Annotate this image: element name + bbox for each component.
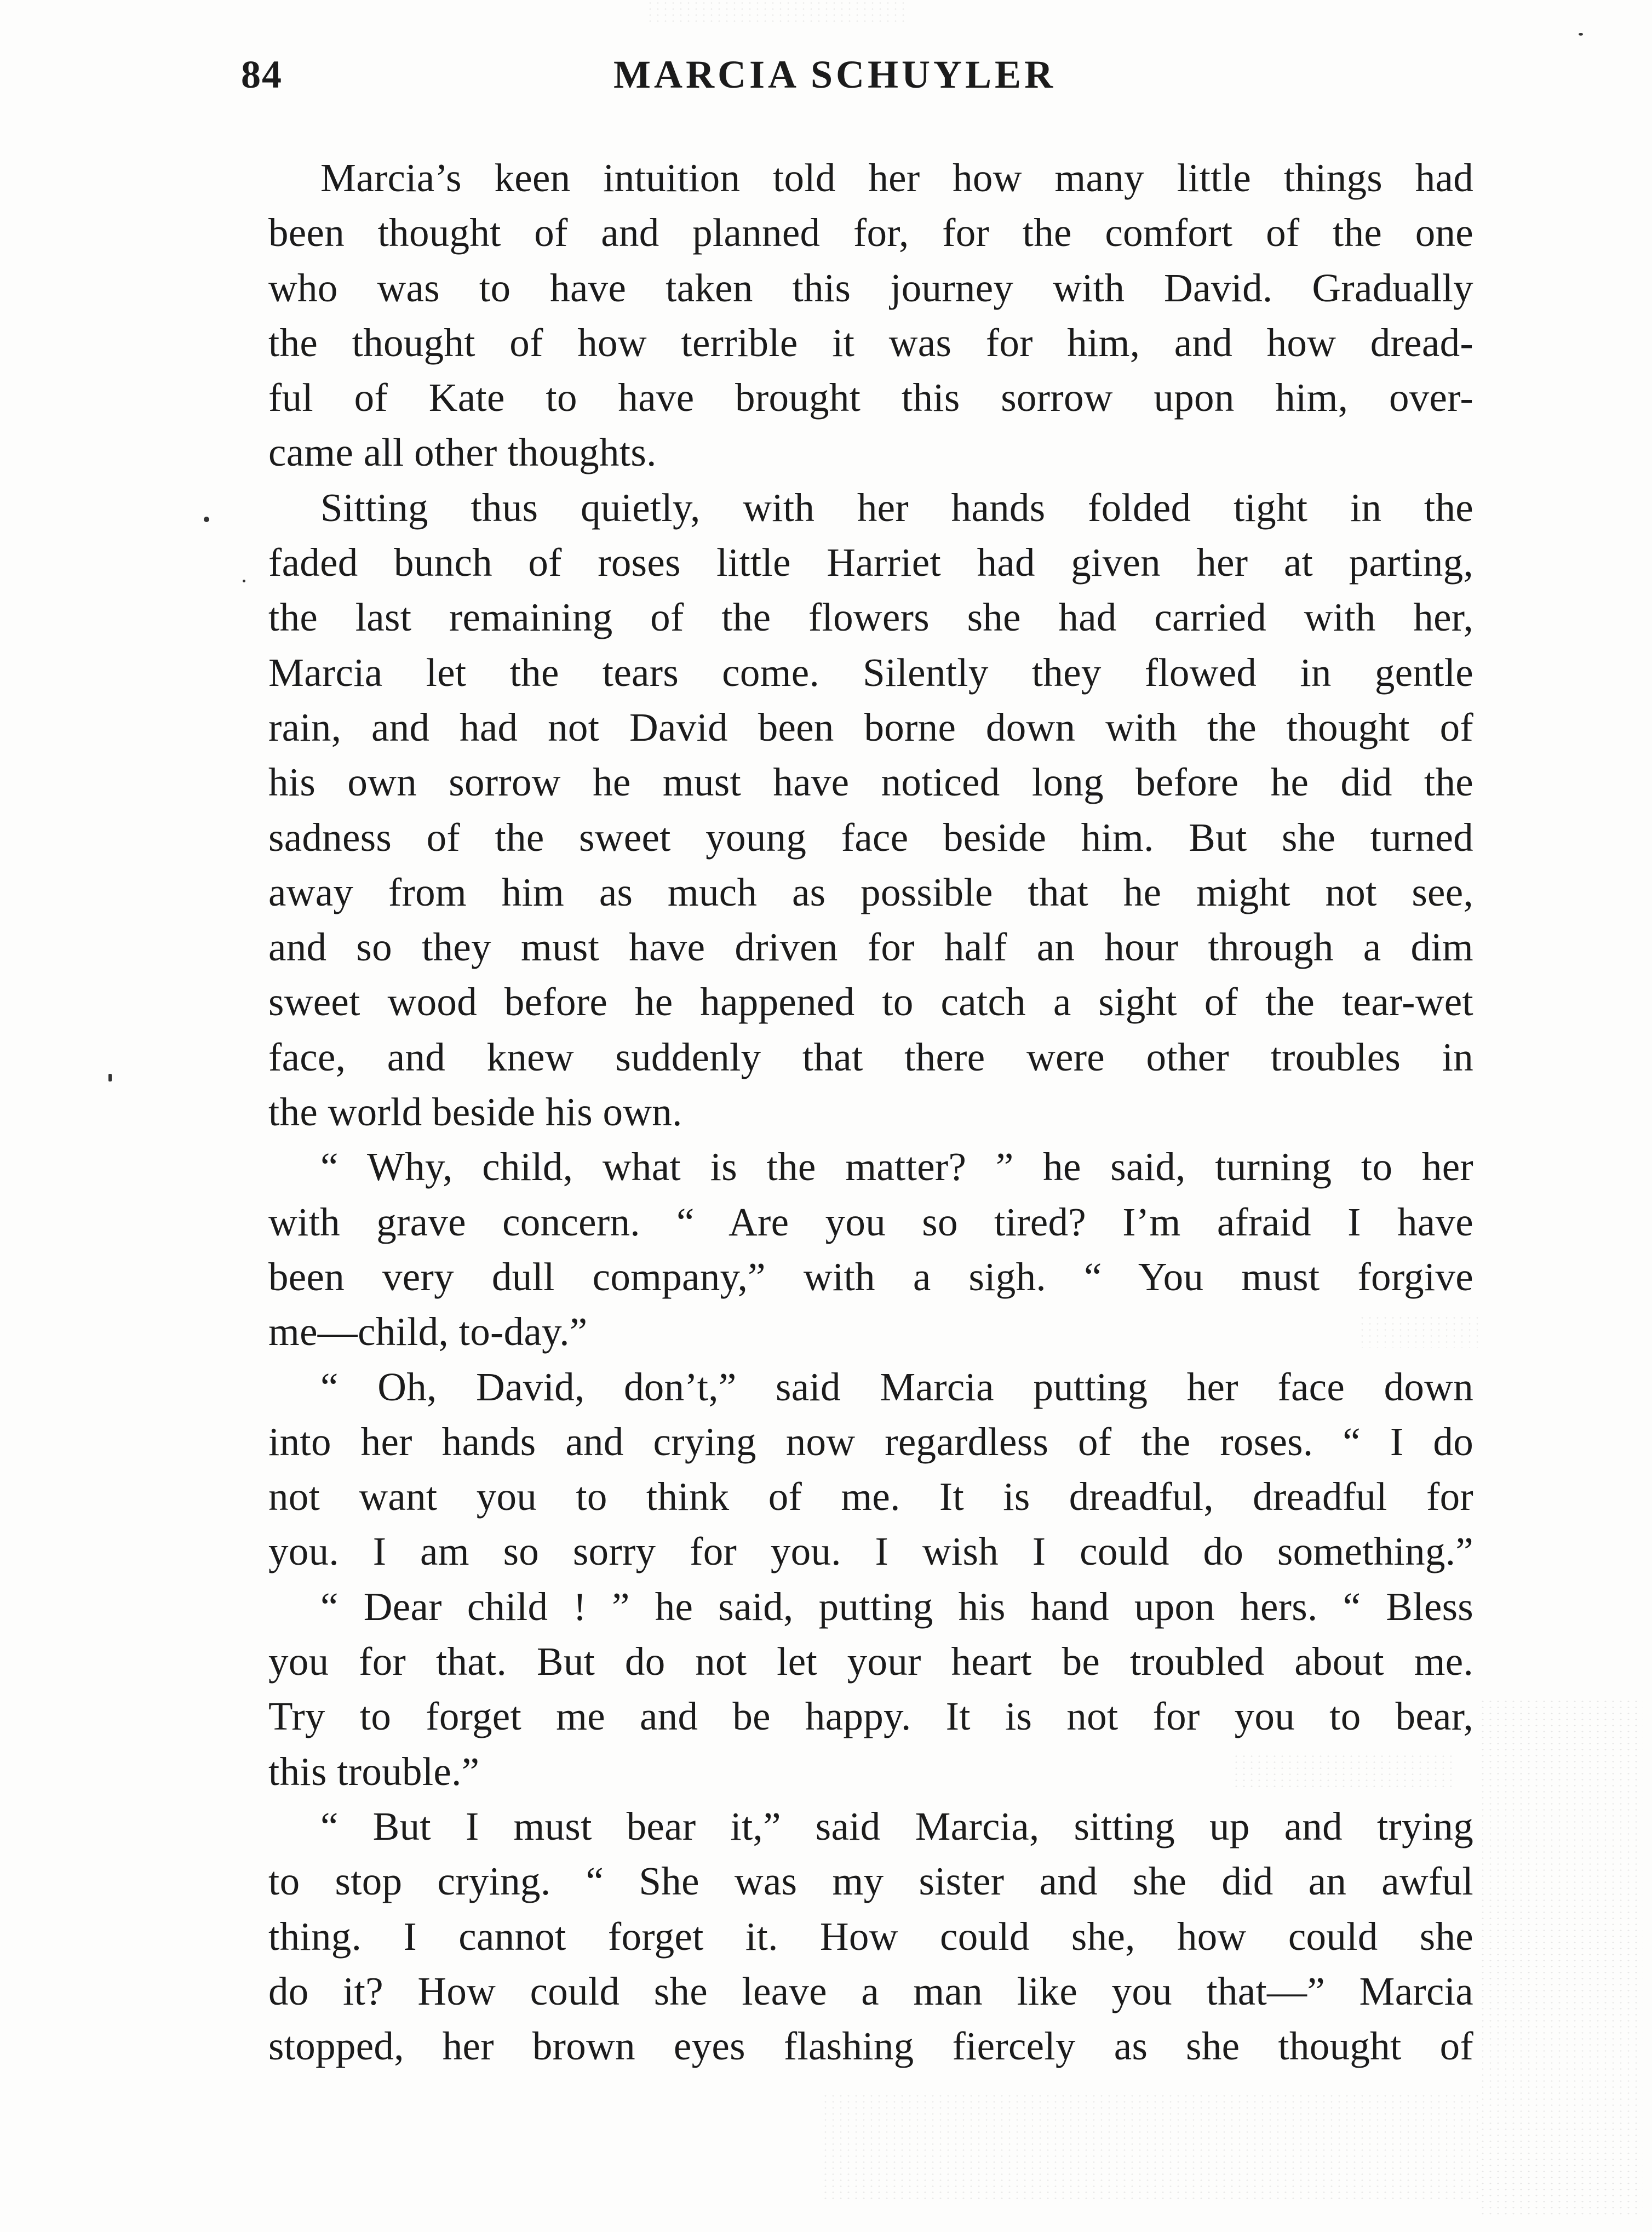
- text-line: been very dull company,” with a sigh. “ You must forgive: [268, 1254, 1473, 1299]
- paragraph-3: [268, 1140, 1473, 1359]
- text-line: who was to have taken this journey with David. Gradually: [268, 265, 1473, 310]
- text-line: “ Dear child ! ” he said, putting his hand upon hers. “ Bless: [320, 1584, 1473, 1629]
- scan-noise: [822, 2093, 1479, 2202]
- scan-speck: [243, 580, 245, 582]
- text-line: “ Why, child, what is the matter? ” he said, turning to her: [320, 1144, 1473, 1189]
- scan-noise: [646, 0, 909, 22]
- page-header: [241, 52, 1473, 112]
- text-line: stopped, her brown eyes flashing fiercely as she thought of: [268, 2024, 1473, 2069]
- scan-speck: [1579, 33, 1583, 36]
- text-line: sadness of the sweet young face beside him. But she turned: [268, 815, 1473, 860]
- text-line: came all other thoughts.: [268, 430, 657, 475]
- scan-noise: [1479, 1698, 1643, 2219]
- text-line: to stop crying. “ She was my sister and she did an awful: [268, 1859, 1473, 1904]
- text-line: Try to forget me and be happy. It is not for you to bear,: [268, 1694, 1473, 1739]
- text-line: sweet wood before he happened to catch a sight of the tear-wet: [268, 980, 1473, 1025]
- text-line: and so they must have driven for half an hour through a dim: [268, 925, 1473, 970]
- scan-speck: [108, 1074, 112, 1081]
- text-line: Marcia’s keen intuition told her how many little things had: [320, 156, 1473, 200]
- scan-speck: [204, 517, 209, 522]
- text-line: Sitting thus quietly, with her hands folded tight in the: [320, 485, 1473, 530]
- text-line: you for that. But do not let your heart be troubled about me.: [268, 1639, 1473, 1684]
- text-line: “ But I must bear it,” said Marcia, sitting up and trying: [320, 1804, 1473, 1848]
- page-number: 84: [241, 53, 283, 96]
- scan-noise: [1232, 1753, 1452, 1792]
- text-line: the last remaining of the flowers she had carried with her,: [268, 595, 1473, 640]
- text-line: been thought of and planned for, for the comfort of the one: [268, 210, 1473, 255]
- text-line: away from him as much as possible that he might not see,: [268, 869, 1473, 914]
- text-line: you. I am so sorry for you. I wish I could do something.”: [268, 1529, 1473, 1574]
- text-line: do it? How could she leave a man like you that—” Marcia: [268, 1968, 1473, 2013]
- text-line: “ Oh, David, don’t,” said Marcia putting her face down: [320, 1364, 1473, 1409]
- running-head: MARCIA SCHUYLER: [613, 53, 1057, 96]
- text-line: this trouble.”: [268, 1749, 480, 1794]
- text-line: rain, and had not David been borne down with the thought of: [268, 705, 1473, 749]
- text-line: face, and knew suddenly that there were other troubles in: [268, 1034, 1473, 1079]
- text-line: not want you to think of me. It is dreadful, dreadful for: [268, 1474, 1473, 1519]
- text-line: faded bunch of roses little Harriet had given her at parting,: [268, 540, 1473, 585]
- text-line: into her hands and crying now regardless of the roses. “ I do: [268, 1419, 1473, 1464]
- paragraph-4: [268, 1360, 1473, 1579]
- paragraph-2: [268, 480, 1473, 1140]
- text-line: his own sorrow he must have noticed long before he did the: [268, 760, 1473, 805]
- text-line: ful of Kate to have brought this sorrow upon him, over-: [268, 375, 1473, 420]
- text-line: the thought of how terrible it was for him, and how dread-: [268, 320, 1473, 365]
- scan-noise: [1358, 1315, 1479, 1348]
- text-line: with grave concern. “ Are you so tired? I’m afraid I have: [268, 1199, 1473, 1244]
- paragraph-1: [268, 151, 1473, 480]
- text-line: me—child, to-day.”: [268, 1309, 588, 1354]
- paragraph-6: [268, 1799, 1473, 2074]
- text-line: Marcia let the tears come. Silently they flowed in gentle: [268, 650, 1473, 695]
- text-line: the world beside his own.: [268, 1090, 682, 1135]
- text-line: thing. I cannot forget it. How could she, how could she: [268, 1914, 1473, 1959]
